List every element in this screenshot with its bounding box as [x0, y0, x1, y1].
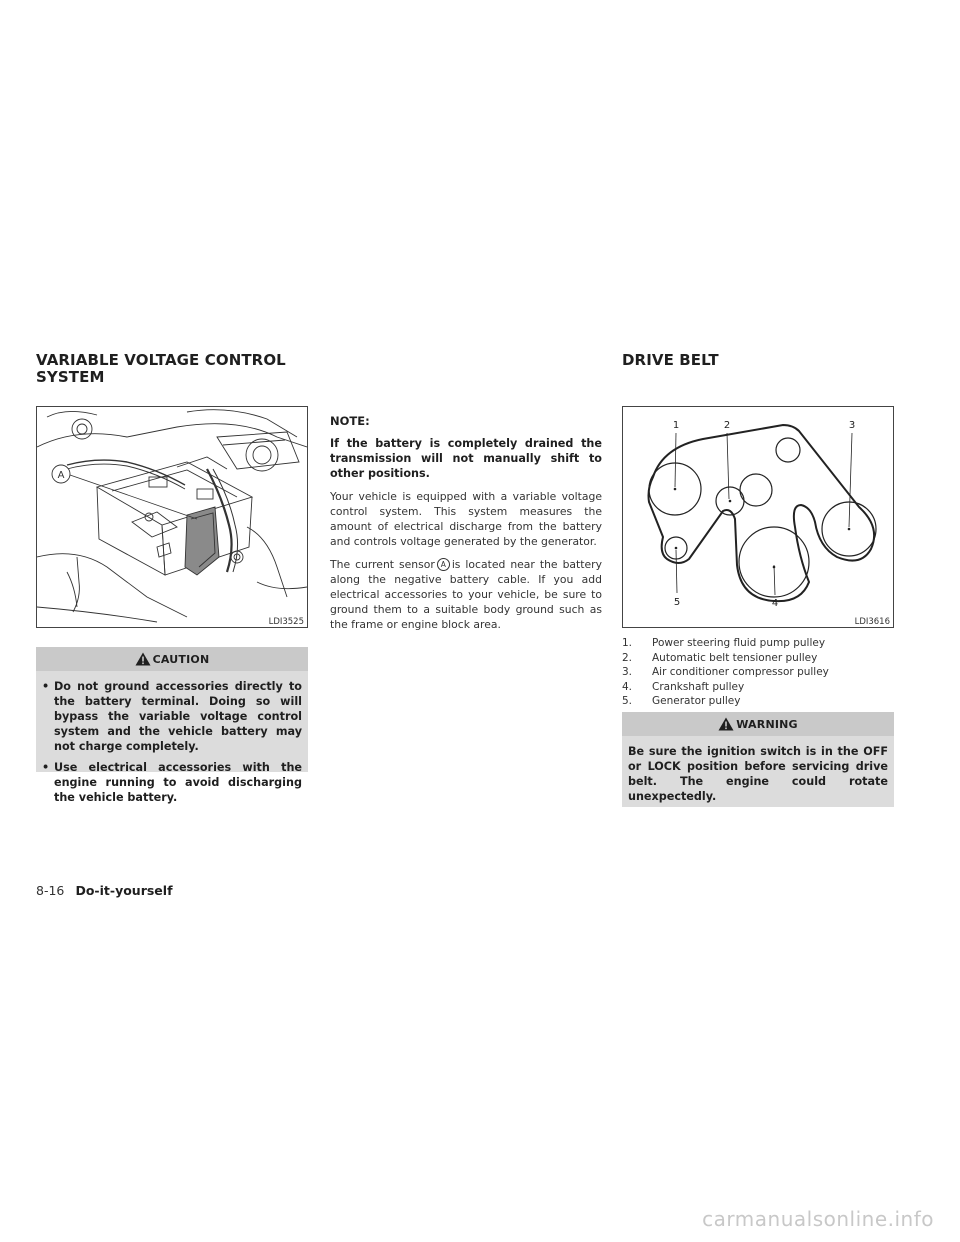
warning-heading: WARNING: [736, 717, 798, 731]
paragraph-current-sensor: The current sensor A is located near the battery along the negative battery cable. If you add electrical accessories to your vehicle, be sure to ground them to a suitable body ground such as the frame or engine block area.: [330, 558, 602, 631]
paragraph-voltage-system: Your vehicle is equipped with a variable voltage control system. This system measures the amount of electrical discharge from the battery and controls voltage generated by the generator.: [330, 490, 602, 548]
legend-item-3: 3. Air conditioner compressor pulley: [622, 666, 829, 678]
section-title-drive-belt: DRIVE BELT: [622, 351, 719, 369]
callout-a-label: A: [57, 470, 65, 481]
battery-engine-illustration: [37, 407, 307, 627]
legend-item-4: 4. Crankshaft pulley: [622, 680, 745, 693]
caution-bullet-1: • Do not ground accessories directly to the battery terminal. Doing so will bypass the variable voltage control system and the vehicle battery may not charge completely.: [42, 680, 302, 753]
drive-belt-diagram: [623, 407, 893, 627]
label-4: 4: [771, 598, 779, 609]
pulley-4: [739, 527, 809, 597]
legend-item-2: 2. Automatic belt tensioner pulley: [622, 651, 818, 664]
battery-figure: [36, 406, 308, 628]
caution-box: [36, 647, 308, 804]
note-heading: NOTE:: [330, 414, 370, 428]
caution-icon: [135, 652, 151, 666]
label-2: 2: [723, 420, 731, 431]
caution-bullet-2: • Use electrical accessories with the engine running to avoid discharging the vehicle battery.: [42, 761, 302, 804]
caution-heading: CAUTION: [152, 652, 210, 666]
drive-belt-figure: [622, 406, 894, 628]
page-number: 8-16: [36, 883, 65, 898]
figure-id-ldi3525: LDI3525: [268, 617, 304, 627]
label-5: 5: [673, 597, 681, 608]
sensor-marker-a: A: [437, 558, 450, 571]
label-3: 3: [848, 420, 856, 431]
caution-header: [36, 647, 308, 671]
note-section: [330, 414, 602, 632]
section-title-variable-voltage: VARIABLE VOLTAGE CONTROL SYSTEM: [36, 351, 286, 386]
warning-header: [622, 712, 894, 736]
note-text: If the battery is completely drained the transmission will not manually shift to other positions.: [330, 437, 602, 480]
figure-id-ldi3616: LDI3616: [854, 617, 890, 627]
chapter-title: Do-it-yourself: [75, 883, 173, 898]
legend-item-1: 1. Power steering fluid pump pulley: [622, 637, 826, 649]
pulley-legend: [622, 636, 894, 709]
page-footer: [36, 880, 173, 899]
label-1: 1: [672, 420, 680, 431]
legend-item-5: 5. Generator pulley: [622, 695, 741, 707]
warning-box: [622, 712, 894, 807]
warning-text: Be sure the ignition switch is in the OFF or LOCK position before servicing drive belt. The engine could rotate unexpectedly.: [628, 745, 888, 803]
warning-icon: [718, 717, 734, 731]
watermark: carmanualsonline.info: [702, 1207, 934, 1231]
